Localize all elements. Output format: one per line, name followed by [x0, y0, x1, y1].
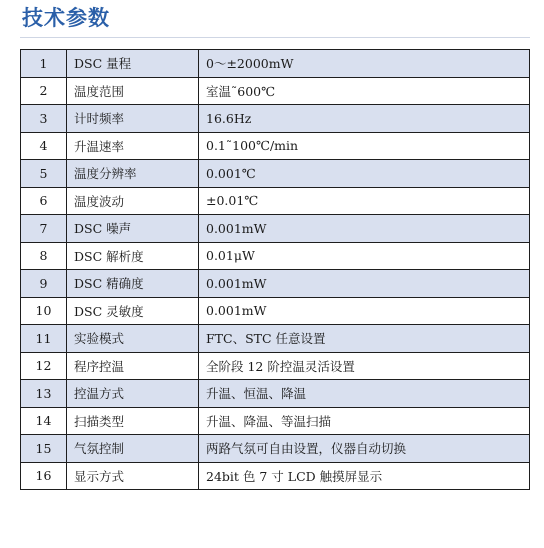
parameter-value: 0.001℃ — [199, 160, 530, 188]
row-number: 6 — [21, 187, 67, 215]
row-number: 8 — [21, 242, 67, 270]
parameter-name: 温度分辨率 — [67, 160, 199, 188]
row-number: 13 — [21, 380, 67, 408]
row-number: 10 — [21, 297, 67, 325]
row-number: 15 — [21, 435, 67, 463]
parameter-name: 程序控温 — [67, 352, 199, 380]
row-number: 3 — [21, 105, 67, 133]
page-title: 技术参数 — [22, 6, 110, 30]
table-row — [21, 435, 530, 463]
table-row — [21, 105, 530, 133]
parameter-value: 0.1˜100℃/min — [199, 132, 530, 160]
parameter-value: 升温、恒温、降温 — [199, 380, 530, 408]
parameter-name: 温度范围 — [67, 77, 199, 105]
table-row — [21, 242, 530, 270]
row-number: 1 — [21, 50, 67, 78]
parameter-name: 计时频率 — [67, 105, 199, 133]
row-number: 14 — [21, 407, 67, 435]
table-row — [21, 380, 530, 408]
parameter-name: DSC 量程 — [67, 50, 199, 78]
parameter-name: DSC 精确度 — [67, 270, 199, 298]
table-row — [21, 187, 530, 215]
parameter-value: 两路气氛可自由设置，仪器自动切换 — [199, 435, 530, 463]
parameter-value: 0.001mW — [199, 297, 530, 325]
parameter-value: FTC、STC 任意设置 — [199, 325, 530, 353]
row-number: 5 — [21, 160, 67, 188]
table-row — [21, 77, 530, 105]
title-divider — [20, 37, 530, 38]
row-number: 7 — [21, 215, 67, 243]
table-row — [21, 50, 530, 78]
table-row — [21, 270, 530, 298]
parameter-name: DSC 噪声 — [67, 215, 199, 243]
row-number: 2 — [21, 77, 67, 105]
row-number: 16 — [21, 462, 67, 490]
spec-table — [20, 49, 530, 490]
parameter-name: 显示方式 — [67, 462, 199, 490]
parameter-name: 控温方式 — [67, 380, 199, 408]
parameter-value: 升温、降温、等温扫描 — [199, 407, 530, 435]
parameter-name: 实验模式 — [67, 325, 199, 353]
table-row — [21, 325, 530, 353]
row-number: 11 — [21, 325, 67, 353]
row-number: 12 — [21, 352, 67, 380]
parameter-name: 温度波动 — [67, 187, 199, 215]
row-number: 4 — [21, 132, 67, 160]
parameter-value: ±0.01℃ — [199, 187, 530, 215]
parameter-value: 16.6Hz — [199, 105, 530, 133]
spec-table-body — [21, 50, 530, 490]
parameter-name: 升温速率 — [67, 132, 199, 160]
parameter-value: 0.001mW — [199, 215, 530, 243]
parameter-value: 24bit 色 7 寸 LCD 触摸屏显示 — [199, 462, 530, 490]
parameter-name: 扫描类型 — [67, 407, 199, 435]
table-row — [21, 160, 530, 188]
table-row — [21, 297, 530, 325]
table-row — [21, 132, 530, 160]
table-row — [21, 462, 530, 490]
parameter-name: DSC 解析度 — [67, 242, 199, 270]
parameter-value: 0～±2000mW — [199, 50, 530, 78]
parameter-name: 气氛控制 — [67, 435, 199, 463]
parameter-value: 0.001mW — [199, 270, 530, 298]
row-number: 9 — [21, 270, 67, 298]
parameter-value: 全阶段 12 阶控温灵活设置 — [199, 352, 530, 380]
table-row — [21, 352, 530, 380]
table-row — [21, 215, 530, 243]
parameter-name: DSC 灵敏度 — [67, 297, 199, 325]
parameter-value: 室温˜600℃ — [199, 77, 530, 105]
parameter-value: 0.01μW — [199, 242, 530, 270]
table-row — [21, 407, 530, 435]
